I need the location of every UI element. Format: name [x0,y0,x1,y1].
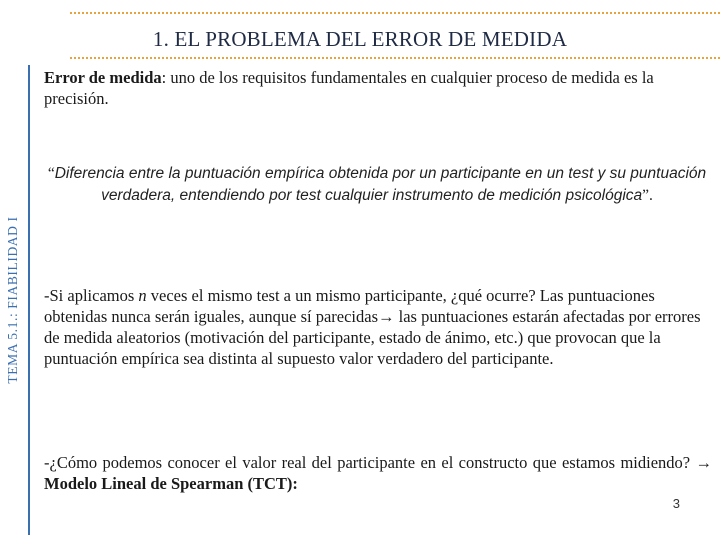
top-dotted-rule [70,12,720,14]
definition-text: : uno de los requisitos fundamentales en cualquier proceso de medida es la precisión. [44,68,654,108]
question-text: -¿Cómo podemos conocer el valor real del participante en el constructo que estamos midiendo? [44,453,696,472]
side-vertical-bar [28,65,30,535]
apply-variable: n [138,286,147,305]
quote-close: ”. [642,187,653,204]
model-name: Modelo Lineal de Spearman (TCT): [44,474,298,493]
title-dotted-rule [70,57,720,59]
arrow-icon: → [378,307,395,326]
side-label [0,65,26,535]
apply-prefix: -Si aplicamos [44,286,139,305]
definition-paragraph [44,67,712,109]
side-label-text: TEMA 5.1.: FIABILIDAD I [5,216,20,384]
quote-open: “ [47,165,55,182]
page-number: 3 [672,496,680,511]
definition-term: Error de medida [44,68,162,87]
apply-suffix: las puntuaciones estarán afectadas por errores de medida aleatorios (motivación del participante, estado de ánimo, etc.) que provocan que la puntuación empírica sea distinta al supuesto valor verdadero del participante. [44,307,701,368]
page-title: 1. EL PROBLEMA DEL ERROR DE MEDIDA [152,27,568,51]
arrow-icon: → [695,453,712,472]
quote-paragraph [40,163,714,207]
apply-middle: veces el mismo test a un mismo participante, ¿qué ocurre? Las puntuaciones obtenidas nunca serán iguales, aunque sí parecidas [44,286,655,326]
apply-paragraph [44,285,712,369]
question-paragraph [44,452,712,494]
quote-text: Diferencia entre la puntuación empírica obtenida por un participante en un test y su puntuación verdadera, entendiendo por test cualquier instrumento de medición psicológica [54,165,707,204]
